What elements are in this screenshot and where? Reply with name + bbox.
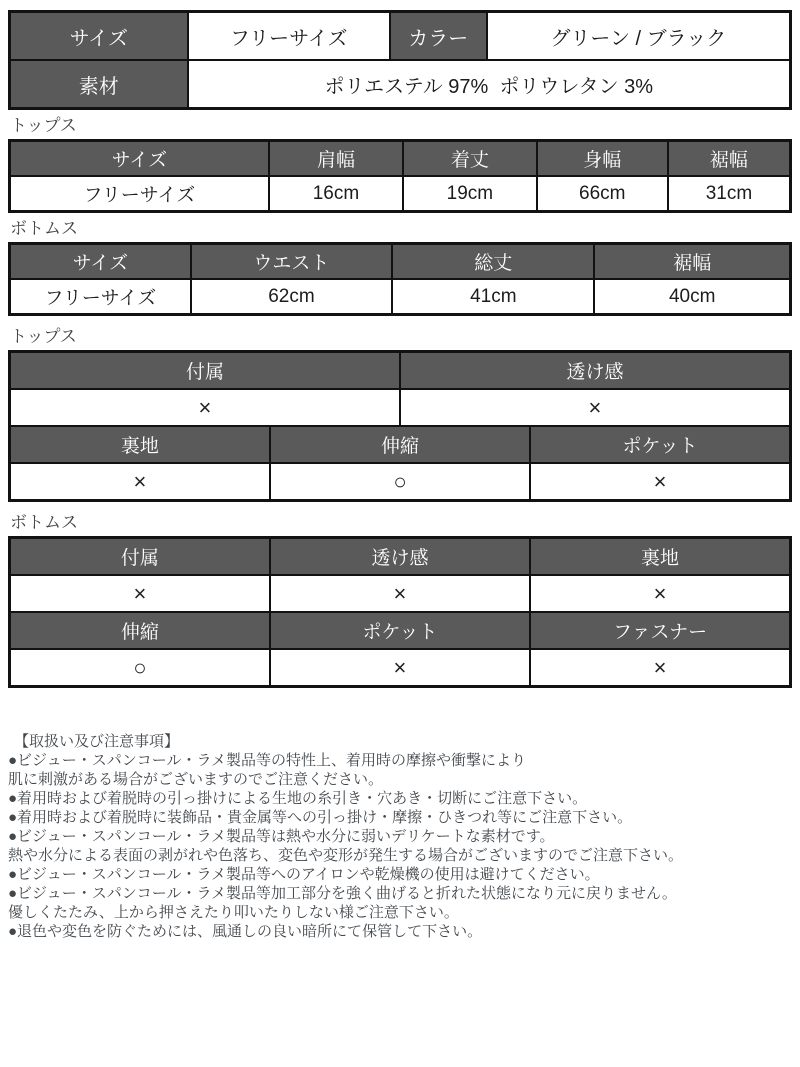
note-line: 肌に刺激がある場合がございますのでご注意ください。 <box>8 771 384 788</box>
bottoms-size-value: フリーサイズ <box>10 279 191 315</box>
bottoms-length-value: 41cm <box>392 279 594 315</box>
bottoms-pocket-value: × <box>270 649 530 687</box>
bottoms-stretch-header: 伸縮 <box>10 612 270 649</box>
product-info-table <box>8 10 792 110</box>
note-line: 熱や水分による表面の剥がれや色落ち、変色や変形が発生する場合がございますのでご注意下さい。 <box>8 847 684 864</box>
note-line: ●着用時および着脱時の引っ掛けによる生地の糸引き・穴あき・切断にご注意下さい。 <box>8 790 588 807</box>
bottoms-size-col-header: サイズ <box>10 244 191 280</box>
bottoms-length-col-header: 総丈 <box>392 244 594 280</box>
tops-width-col-header: 身幅 <box>537 141 668 177</box>
section-label-tops-size: トップス <box>10 116 77 135</box>
bottoms-waist-col-header: ウエスト <box>191 244 392 280</box>
tops-shoulder-value: 16cm <box>269 176 403 212</box>
note-line: ●ビジュー・スパンコール・ラメ製品等へのアイロンや乾燥機の使用は避けてください。 <box>8 866 600 883</box>
table-row <box>10 279 791 315</box>
bottoms-lining-header: 裏地 <box>530 538 790 576</box>
tops-attributes-table <box>8 350 792 502</box>
note-line: ●ビジュー・スパンコール・ラメ製品等加工部分を強く曲げると折れた状態になり元に戻りません。 <box>8 885 677 902</box>
size-label-cell: サイズ <box>10 12 188 61</box>
table-header-row <box>10 612 791 649</box>
tops-stretch-header: 伸縮 <box>270 426 530 463</box>
bottoms-stretch-value: ○ <box>10 649 270 687</box>
tops-lining-value: × <box>10 463 270 501</box>
care-notes <box>8 732 792 941</box>
tops-shoulder-col-header: 肩幅 <box>269 141 403 177</box>
tops-sheerness-value: × <box>400 389 791 426</box>
table-row <box>10 176 791 212</box>
table-row <box>10 649 791 687</box>
bottoms-hem-value: 40cm <box>594 279 790 315</box>
tops-lining-header: 裏地 <box>10 426 270 463</box>
section-label-tops-attributes: トップス <box>10 327 77 346</box>
note-line: ●ビジュー・スパンコール・ラメ製品等の特性上、着用時の摩擦や衝撃により <box>8 752 527 769</box>
bottoms-sheerness-header: 透け感 <box>270 538 530 576</box>
bottoms-sheerness-value: × <box>270 575 530 612</box>
bottoms-hem-col-header: 裾幅 <box>594 244 790 280</box>
tops-pocket-header: ポケット <box>530 426 790 463</box>
table-header-row <box>10 244 791 280</box>
bottoms-attributes-table <box>8 536 792 688</box>
table-row <box>10 575 791 612</box>
tops-size-value: フリーサイズ <box>10 176 269 212</box>
bottoms-zipper-header: ファスナー <box>530 612 790 649</box>
note-line: ●ビジュー・スパンコール・ラメ製品等は熱や水分に弱いデリケートな素材です。 <box>8 828 555 845</box>
care-notes-title: 【取扱い及び注意事項】 <box>14 733 180 750</box>
note-line: ●着用時および着脱時に装飾品・貴金属等への引っ掛け・摩擦・ひきつれ等にご注意下さい。 <box>8 809 633 826</box>
section-label-bottoms-attributes: ボトムス <box>10 513 78 532</box>
bottoms-waist-value: 62cm <box>191 279 392 315</box>
tops-accessory-value: × <box>10 389 400 426</box>
tops-size-col-header: サイズ <box>10 141 269 177</box>
tops-hem-col-header: 裾幅 <box>668 141 791 177</box>
tops-accessory-header: 付属 <box>10 352 400 390</box>
section-label-bottoms-size: ボトムス <box>10 219 78 238</box>
bottoms-zipper-value: × <box>530 649 790 687</box>
tops-size-table <box>8 139 792 213</box>
table-row <box>10 12 791 61</box>
table-header-row <box>10 352 791 390</box>
bottoms-pocket-header: ポケット <box>270 612 530 649</box>
table-row <box>10 389 791 426</box>
tops-stretch-value: ○ <box>270 463 530 501</box>
table-header-row <box>10 141 791 177</box>
note-line: ●退色や変色を防ぐためには、風通しの良い暗所にて保管して下さい。 <box>8 923 483 940</box>
tops-pocket-value: × <box>530 463 790 501</box>
tops-sheerness-header: 透け感 <box>400 352 791 390</box>
material-value-cell: ポリエステル 97% ポリウレタン 3% <box>188 60 791 109</box>
color-label-cell: カラー <box>390 12 487 61</box>
note-line: 優しくたたみ、上から押さえたり叩いたりしない様ご注意下さい。 <box>8 904 459 921</box>
color-value-cell: グリーン / ブラック <box>487 12 791 61</box>
material-label-cell: 素材 <box>10 60 188 109</box>
bottoms-size-table <box>8 242 792 316</box>
table-header-row <box>10 538 791 576</box>
size-value-cell: フリーサイズ <box>188 12 390 61</box>
tops-hem-value: 31cm <box>668 176 791 212</box>
table-header-row <box>10 426 791 463</box>
table-row <box>10 463 791 501</box>
bottoms-accessory-value: × <box>10 575 270 612</box>
bottoms-accessory-header: 付属 <box>10 538 270 576</box>
bottoms-lining-value: × <box>530 575 790 612</box>
tops-length-col-header: 着丈 <box>403 141 537 177</box>
table-row <box>10 60 791 109</box>
tops-width-value: 66cm <box>537 176 668 212</box>
tops-length-value: 19cm <box>403 176 537 212</box>
